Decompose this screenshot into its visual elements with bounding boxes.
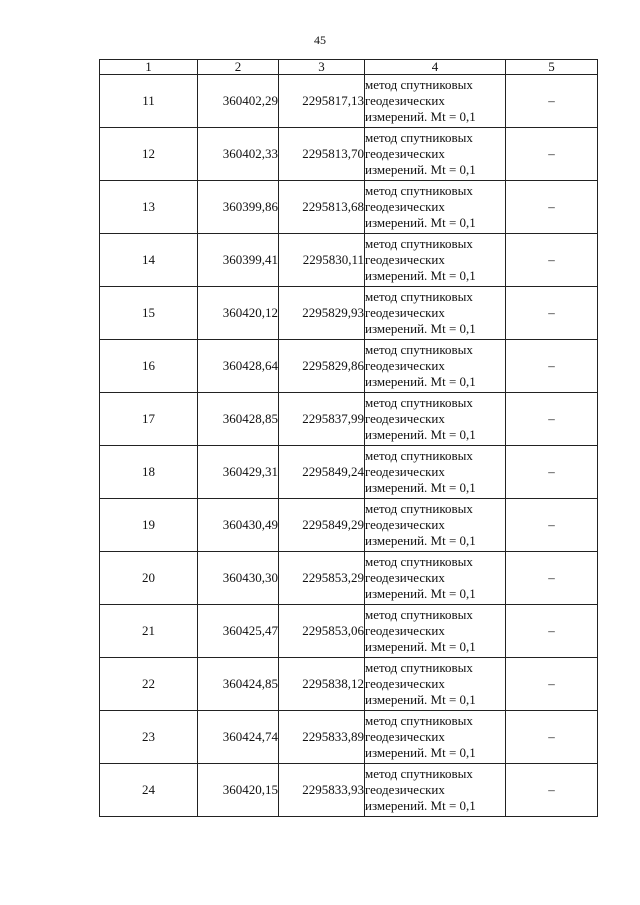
point-number-cell: 16: [100, 340, 198, 393]
method-cell: [365, 234, 506, 287]
point-number-cell: 24: [100, 764, 198, 817]
method-line: метод спутниковых: [365, 501, 473, 516]
method-line: метод спутниковых: [365, 448, 473, 463]
method-line: метод спутниковых: [365, 236, 473, 251]
y-coordinate-cell: 2295829,93: [279, 287, 365, 340]
header-col-4: 4: [365, 60, 506, 75]
table-row: [100, 393, 598, 446]
x-coordinate-cell: 360420,12: [198, 287, 279, 340]
method-cell: [365, 499, 506, 552]
x-coordinate-cell: 360399,41: [198, 234, 279, 287]
y-coordinate-cell: 2295849,29: [279, 499, 365, 552]
table-row: [100, 181, 598, 234]
method-line: геодезических: [365, 464, 445, 479]
y-coordinate-cell: 2295833,93: [279, 764, 365, 817]
header-col-3: 3: [279, 60, 365, 75]
method-cell: [365, 75, 506, 128]
table-row: [100, 340, 598, 393]
point-number-cell: 15: [100, 287, 198, 340]
table-row: [100, 711, 598, 764]
y-coordinate-cell: 2295833,89: [279, 711, 365, 764]
method-cell: [365, 393, 506, 446]
table-row: [100, 605, 598, 658]
col5-cell: –: [506, 605, 598, 658]
method-cell: [365, 764, 506, 817]
table-row: [100, 75, 598, 128]
x-coordinate-cell: 360429,31: [198, 446, 279, 499]
method-line: измерений. Mt = 0,1: [365, 374, 476, 389]
x-coordinate-cell: 360399,86: [198, 181, 279, 234]
method-line: измерений. Mt = 0,1: [365, 109, 476, 124]
x-coordinate-cell: 360402,33: [198, 128, 279, 181]
point-number-cell: 23: [100, 711, 198, 764]
y-coordinate-cell: 2295837,99: [279, 393, 365, 446]
method-cell: [365, 181, 506, 234]
method-cell: [365, 287, 506, 340]
y-coordinate-cell: 2295817,13: [279, 75, 365, 128]
method-line: метод спутниковых: [365, 607, 473, 622]
method-line: геодезических: [365, 517, 445, 532]
table-row: [100, 234, 598, 287]
header-col-2: 2: [198, 60, 279, 75]
method-line: метод спутниковых: [365, 289, 473, 304]
method-line: измерений. Mt = 0,1: [365, 480, 476, 495]
method-line: измерений. Mt = 0,1: [365, 268, 476, 283]
method-line: геодезических: [365, 93, 445, 108]
method-line: метод спутниковых: [365, 183, 473, 198]
col5-cell: –: [506, 764, 598, 817]
method-line: метод спутниковых: [365, 766, 473, 781]
x-coordinate-cell: 360428,85: [198, 393, 279, 446]
col5-cell: –: [506, 446, 598, 499]
method-line: метод спутниковых: [365, 130, 473, 145]
method-line: геодезических: [365, 676, 445, 691]
table-body: [100, 75, 598, 817]
col5-cell: –: [506, 711, 598, 764]
method-cell: [365, 605, 506, 658]
method-line: измерений. Mt = 0,1: [365, 215, 476, 230]
method-line: геодезических: [365, 146, 445, 161]
method-line: геодезических: [365, 411, 445, 426]
method-line: геодезических: [365, 199, 445, 214]
method-line: метод спутниковых: [365, 660, 473, 675]
table-row: [100, 287, 598, 340]
method-line: метод спутниковых: [365, 77, 473, 92]
col5-cell: –: [506, 393, 598, 446]
y-coordinate-cell: 2295829,86: [279, 340, 365, 393]
y-coordinate-cell: 2295853,29: [279, 552, 365, 605]
method-line: измерений. Mt = 0,1: [365, 745, 476, 760]
method-line: измерений. Mt = 0,1: [365, 586, 476, 601]
method-line: геодезических: [365, 358, 445, 373]
point-number-cell: 14: [100, 234, 198, 287]
method-cell: [365, 711, 506, 764]
point-number-cell: 17: [100, 393, 198, 446]
col5-cell: –: [506, 128, 598, 181]
method-cell: [365, 340, 506, 393]
header-col-5: 5: [506, 60, 598, 75]
method-cell: [365, 128, 506, 181]
point-number-cell: 20: [100, 552, 198, 605]
method-line: измерений. Mt = 0,1: [365, 427, 476, 442]
table-row: [100, 658, 598, 711]
method-cell: [365, 552, 506, 605]
col5-cell: –: [506, 658, 598, 711]
table-row: [100, 128, 598, 181]
page-number: 45: [314, 33, 326, 47]
method-line: геодезических: [365, 782, 445, 797]
x-coordinate-cell: 360425,47: [198, 605, 279, 658]
x-coordinate-cell: 360428,64: [198, 340, 279, 393]
method-line: измерений. Mt = 0,1: [365, 533, 476, 548]
method-cell: [365, 658, 506, 711]
method-line: метод спутниковых: [365, 554, 473, 569]
method-line: метод спутниковых: [365, 713, 473, 728]
y-coordinate-cell: 2295830,11: [279, 234, 365, 287]
point-number-cell: 11: [100, 75, 198, 128]
table-row: [100, 552, 598, 605]
table-row: [100, 764, 598, 817]
point-number-cell: 12: [100, 128, 198, 181]
y-coordinate-cell: 2295849,24: [279, 446, 365, 499]
y-coordinate-cell: 2295813,70: [279, 128, 365, 181]
point-number-cell: 13: [100, 181, 198, 234]
method-line: измерений. Mt = 0,1: [365, 692, 476, 707]
y-coordinate-cell: 2295838,12: [279, 658, 365, 711]
method-line: геодезических: [365, 252, 445, 267]
col5-cell: –: [506, 340, 598, 393]
header-col-1: 1: [100, 60, 198, 75]
x-coordinate-cell: 360430,30: [198, 552, 279, 605]
col5-cell: –: [506, 552, 598, 605]
method-line: метод спутниковых: [365, 342, 473, 357]
method-line: метод спутниковых: [365, 395, 473, 410]
col5-cell: –: [506, 234, 598, 287]
method-line: геодезических: [365, 623, 445, 638]
col5-cell: –: [506, 499, 598, 552]
x-coordinate-cell: 360424,74: [198, 711, 279, 764]
y-coordinate-cell: 2295853,06: [279, 605, 365, 658]
x-coordinate-cell: 360420,15: [198, 764, 279, 817]
method-line: геодезических: [365, 729, 445, 744]
point-number-cell: 21: [100, 605, 198, 658]
method-line: измерений. Mt = 0,1: [365, 162, 476, 177]
col5-cell: –: [506, 181, 598, 234]
point-number-cell: 18: [100, 446, 198, 499]
col5-cell: –: [506, 287, 598, 340]
method-cell: [365, 446, 506, 499]
method-line: измерений. Mt = 0,1: [365, 798, 476, 813]
table-row: [100, 499, 598, 552]
table-header-row: [100, 60, 598, 75]
y-coordinate-cell: 2295813,68: [279, 181, 365, 234]
method-line: измерений. Mt = 0,1: [365, 321, 476, 336]
col5-cell: –: [506, 75, 598, 128]
table-row: [100, 446, 598, 499]
x-coordinate-cell: 360402,29: [198, 75, 279, 128]
coordinates-table: [99, 59, 598, 817]
x-coordinate-cell: 360424,85: [198, 658, 279, 711]
point-number-cell: 19: [100, 499, 198, 552]
method-line: измерений. Mt = 0,1: [365, 639, 476, 654]
x-coordinate-cell: 360430,49: [198, 499, 279, 552]
method-line: геодезических: [365, 570, 445, 585]
point-number-cell: 22: [100, 658, 198, 711]
method-line: геодезических: [365, 305, 445, 320]
